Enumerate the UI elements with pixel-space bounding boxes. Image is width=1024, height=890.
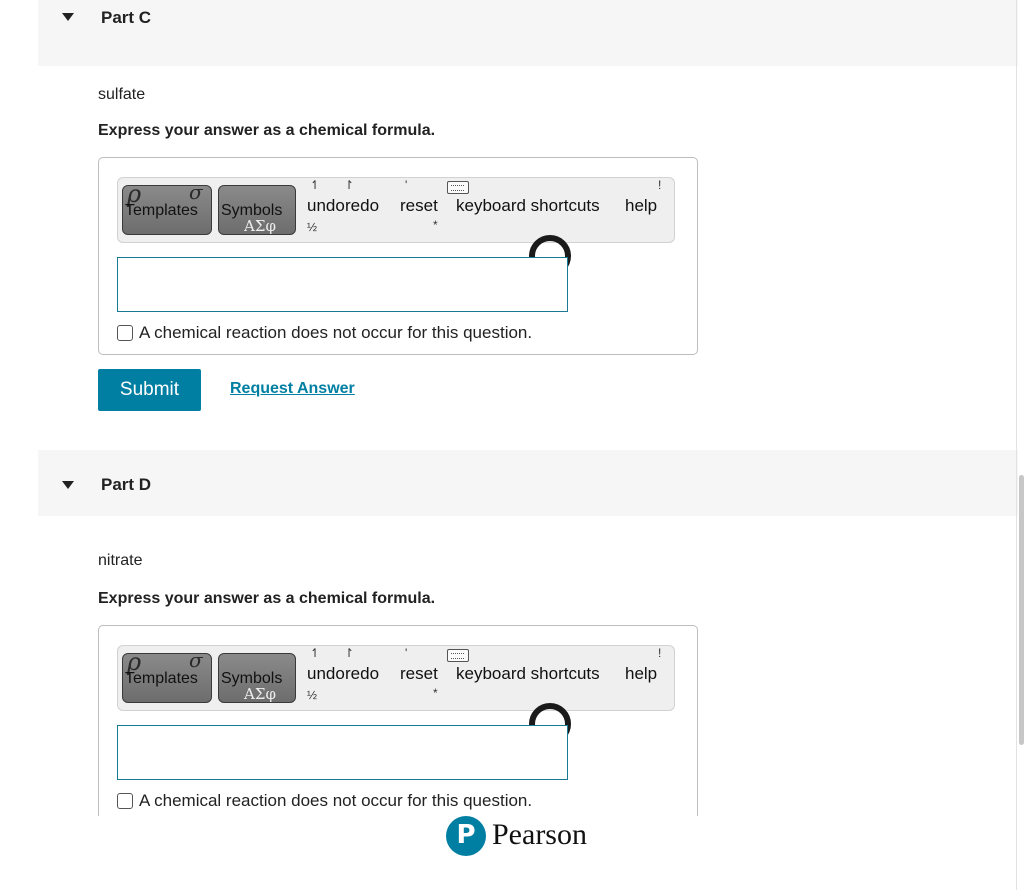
symbols-button[interactable] xyxy=(218,653,296,703)
templates-button[interactable] xyxy=(122,185,212,235)
part-title: Part C xyxy=(101,8,152,27)
answer-instruction: Express your answer as a chemical formula. xyxy=(98,590,436,607)
redo-icon: ↾ xyxy=(344,646,355,660)
math-toolbar xyxy=(117,645,675,711)
help-button[interactable]: help xyxy=(625,664,658,683)
pearson-logo-letter: P xyxy=(456,820,476,850)
greek-symbols-icon: ΑΣφ xyxy=(244,217,276,235)
pearson-logo-icon xyxy=(446,816,486,856)
undo-button[interactable]: undo xyxy=(307,196,345,215)
reset-button[interactable]: reset xyxy=(400,664,438,683)
math-toolbar xyxy=(117,177,675,243)
templates-icon: ρ xyxy=(127,185,142,208)
symbols-label: Symbols xyxy=(221,202,283,219)
page-divider xyxy=(1016,0,1017,890)
part-title: Part D xyxy=(101,475,152,494)
part-c-header[interactable] xyxy=(38,0,1018,66)
no-reaction-label[interactable]: A chemical reaction does not occur for this question. xyxy=(139,791,533,810)
question-prompt: sulfate xyxy=(98,86,146,103)
keyboard-shortcuts-button[interactable]: keyboard shortcuts xyxy=(456,664,600,683)
greek-symbols-icon: ΑΣφ xyxy=(244,685,276,703)
undo-icon: ↿ xyxy=(310,646,321,660)
redo-icon: ↾ xyxy=(344,178,355,192)
reset-icon: ' xyxy=(405,646,408,660)
keyboard-shortcuts-button[interactable]: keyboard shortcuts xyxy=(456,196,600,215)
caret-down-icon[interactable] xyxy=(62,481,74,489)
pearson-wordmark: Pearson xyxy=(492,818,587,851)
no-reaction-checkbox[interactable] xyxy=(117,793,133,809)
request-answer-link[interactable]: Request Answer xyxy=(230,380,355,397)
reset-button[interactable]: reset xyxy=(400,196,438,215)
part-d-header[interactable] xyxy=(38,450,1018,516)
question-prompt: nitrate xyxy=(98,552,143,569)
undo-icon: ↿ xyxy=(310,178,321,192)
answer-input[interactable] xyxy=(117,257,568,312)
answer-input[interactable] xyxy=(117,725,568,780)
fraction-icon: ½ xyxy=(307,688,318,702)
answer-panel xyxy=(98,625,698,816)
undo-button[interactable]: undo xyxy=(307,664,345,683)
answer-panel xyxy=(98,157,698,355)
answer-instruction: Express your answer as a chemical formula. xyxy=(98,122,436,139)
no-reaction-label[interactable]: A chemical reaction does not occur for this question. xyxy=(139,323,533,342)
symbols-button[interactable] xyxy=(218,185,296,235)
caret-down-icon[interactable] xyxy=(62,13,74,21)
templates-label: Templates xyxy=(125,202,198,219)
templates-label: Templates xyxy=(125,670,198,687)
asterisk-icon: * xyxy=(433,218,438,232)
help-icon: ! xyxy=(658,646,662,660)
keyboard-icon xyxy=(447,649,469,662)
no-reaction-checkbox[interactable] xyxy=(117,325,133,341)
fraction-icon: ½ xyxy=(307,220,318,234)
symbols-label: Symbols xyxy=(221,670,283,687)
scrollbar[interactable] xyxy=(1019,475,1024,745)
redo-button[interactable]: redo xyxy=(345,664,380,683)
keyboard-icon xyxy=(447,181,469,194)
help-button[interactable]: help xyxy=(625,196,658,215)
templates-icon: ρ xyxy=(127,653,142,676)
reset-icon: ' xyxy=(405,178,408,192)
templates-button[interactable] xyxy=(122,653,212,703)
templates-icon-sigma: σ xyxy=(189,185,203,204)
templates-icon-sigma: σ xyxy=(189,653,203,672)
help-icon: ! xyxy=(658,178,662,192)
redo-button[interactable]: redo xyxy=(345,196,380,215)
asterisk-icon: * xyxy=(433,686,438,700)
submit-button[interactable]: Submit xyxy=(98,369,201,411)
